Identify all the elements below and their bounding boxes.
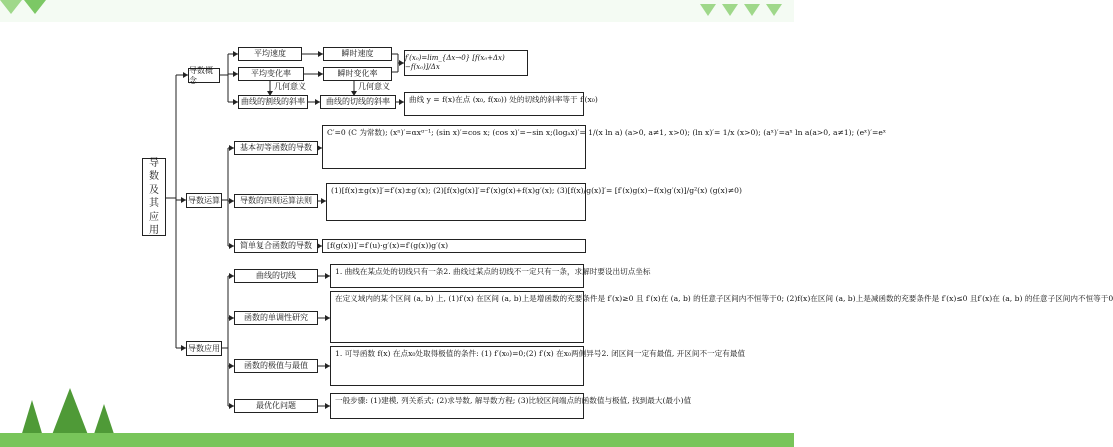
triangle-decor xyxy=(700,4,716,16)
app-extrema-content xyxy=(330,346,746,386)
root-char: 其 xyxy=(149,198,159,209)
op-basic-functions-content xyxy=(322,125,887,169)
text-line: 2. 闭区间一定有最值, 开区间不一定有最值 xyxy=(601,349,746,358)
app-extrema: 函数的极值与最值 xyxy=(234,359,318,373)
text-line: 1. 曲线在某点处的切线只有一条 xyxy=(335,267,444,276)
op-composite-functions: 简单复合函数的导数 xyxy=(234,239,318,253)
text-line: aˣ ln a(a>0, a≠1); (eˣ)′=eˣ xyxy=(785,128,887,137)
text-line: 2. 曲线过某点的切线不一定只有一条，求解时要设出切点坐标 xyxy=(443,267,651,276)
text-line: f(x)g′(x); (3)[f(x)/g(x)]′= [f′(x)g(x)−f(x)g′(x)]/g²(x) (g(x)≠0) xyxy=(522,186,742,195)
triangle-decor xyxy=(722,4,738,16)
app-monotonicity: 函数的单调性研究 xyxy=(234,311,318,325)
root-char: 应 xyxy=(149,211,159,223)
op-arithmetic-rules: 导数的四则运算法则 xyxy=(234,194,318,208)
triangle-decor xyxy=(744,4,760,16)
text-line: 等于 f′(x₀) xyxy=(562,95,598,104)
op-arithmetic-rules-content xyxy=(326,183,742,221)
text-line: 一般步骤: (1)建模, 列关系式; (2)求导数, 解导数方程; (3)比较区 xyxy=(335,396,552,405)
root-char: 数 xyxy=(149,171,159,182)
app-monotonicity-content xyxy=(330,291,1113,343)
concept-average-rate: 平均变化率 xyxy=(238,67,304,81)
flag-shape xyxy=(24,0,46,14)
geometry-note-right: 几何意义 xyxy=(358,82,390,91)
root-char: 导 xyxy=(149,157,159,169)
root-node xyxy=(142,158,166,236)
branch-concept: 导数概念 xyxy=(188,68,220,83)
tangent-slope-meaning xyxy=(404,92,598,116)
text-line: 0; (2)f(x)在区间 (a, b)上是减函数的充要条件是 f′(x)≤0 且 xyxy=(776,294,978,303)
text-line: (logₐx)′= 1/(x ln a) (a>0, a≠1, x>0); (ln x)′= 1/x (x>0); (aˣ)′= xyxy=(552,128,786,137)
app-optimization: 最优化问题 xyxy=(234,399,318,413)
triangle-decor xyxy=(766,4,782,16)
app-tangent-content xyxy=(330,264,651,288)
root-char: 用 xyxy=(149,225,159,236)
app-tangent-line: 曲线的切线 xyxy=(234,269,318,283)
op-basic-functions: 基本初等函数的导数 xyxy=(234,141,318,155)
app-optimization-content xyxy=(330,393,692,419)
text-line: 间端点的函数值与极值, 找到最大(最小)值 xyxy=(551,396,692,405)
concept-instant-rate: 瞬时变化率 xyxy=(323,67,392,81)
text-line: 曲线 y = f(x)在点 (x₀, f(x₀)) 处的切线的斜率 xyxy=(409,95,563,104)
flag-shape xyxy=(0,0,22,14)
concept-secant-slope: 曲线的割线的斜率 xyxy=(238,95,308,109)
branch-applications: 导数应用 xyxy=(186,341,222,356)
text-line: 在定义域内的某个区间 (a, b) 上, (1)f′(x) 在区间 (a, b)上是增函数 xyxy=(335,294,560,303)
op-composite-content xyxy=(322,239,586,253)
geometry-note-left: 几何意义 xyxy=(274,82,306,91)
text-line: (2) f′(x) 在x₀两侧异号 xyxy=(525,349,602,358)
text-line: [f(g(x))]′=f′(u)·g′(x)=f′(g(x))g′(x) xyxy=(327,241,449,250)
text-line: C′=0 (C 为常数); (xⁿ)′=αxᵅ⁻¹; (sin x)′=cos x; (cos x)′=−sin x; xyxy=(327,128,553,137)
concept-average-speed: 平均速度 xyxy=(238,47,302,61)
bottom-decoration-bar xyxy=(0,433,794,447)
text-line: 的充要条件是 f′(x)≥0 且 f′(x)在 (a, b) 的任意子区间内不恒等于 xyxy=(559,294,777,303)
concept-instant-speed: 瞬时速度 xyxy=(323,47,392,61)
branch-operations: 导数运算 xyxy=(186,193,222,208)
text-line: 1. 可导函数 f(x) 在点x₀处取得极值的条件: (1) f′(x₀)=0; xyxy=(335,349,526,358)
text-line: (1)[f(x)±g(x)]′=f′(x)±g′(x); (2)[f(x)g(x)]′=f′(x)g(x)+ xyxy=(331,186,523,195)
text-line: f′(x)在 (a, b) 的任意子区间内不恒等于0 xyxy=(977,294,1113,303)
concept-tangent-slope: 曲线的切线的斜率 xyxy=(320,95,396,109)
root-char: 及 xyxy=(149,184,159,196)
derivative-definition-formula: f′(x₀)=lim_{Δx→0} [f(x₀+Δx)−f(x₀)]/Δx xyxy=(404,50,528,76)
